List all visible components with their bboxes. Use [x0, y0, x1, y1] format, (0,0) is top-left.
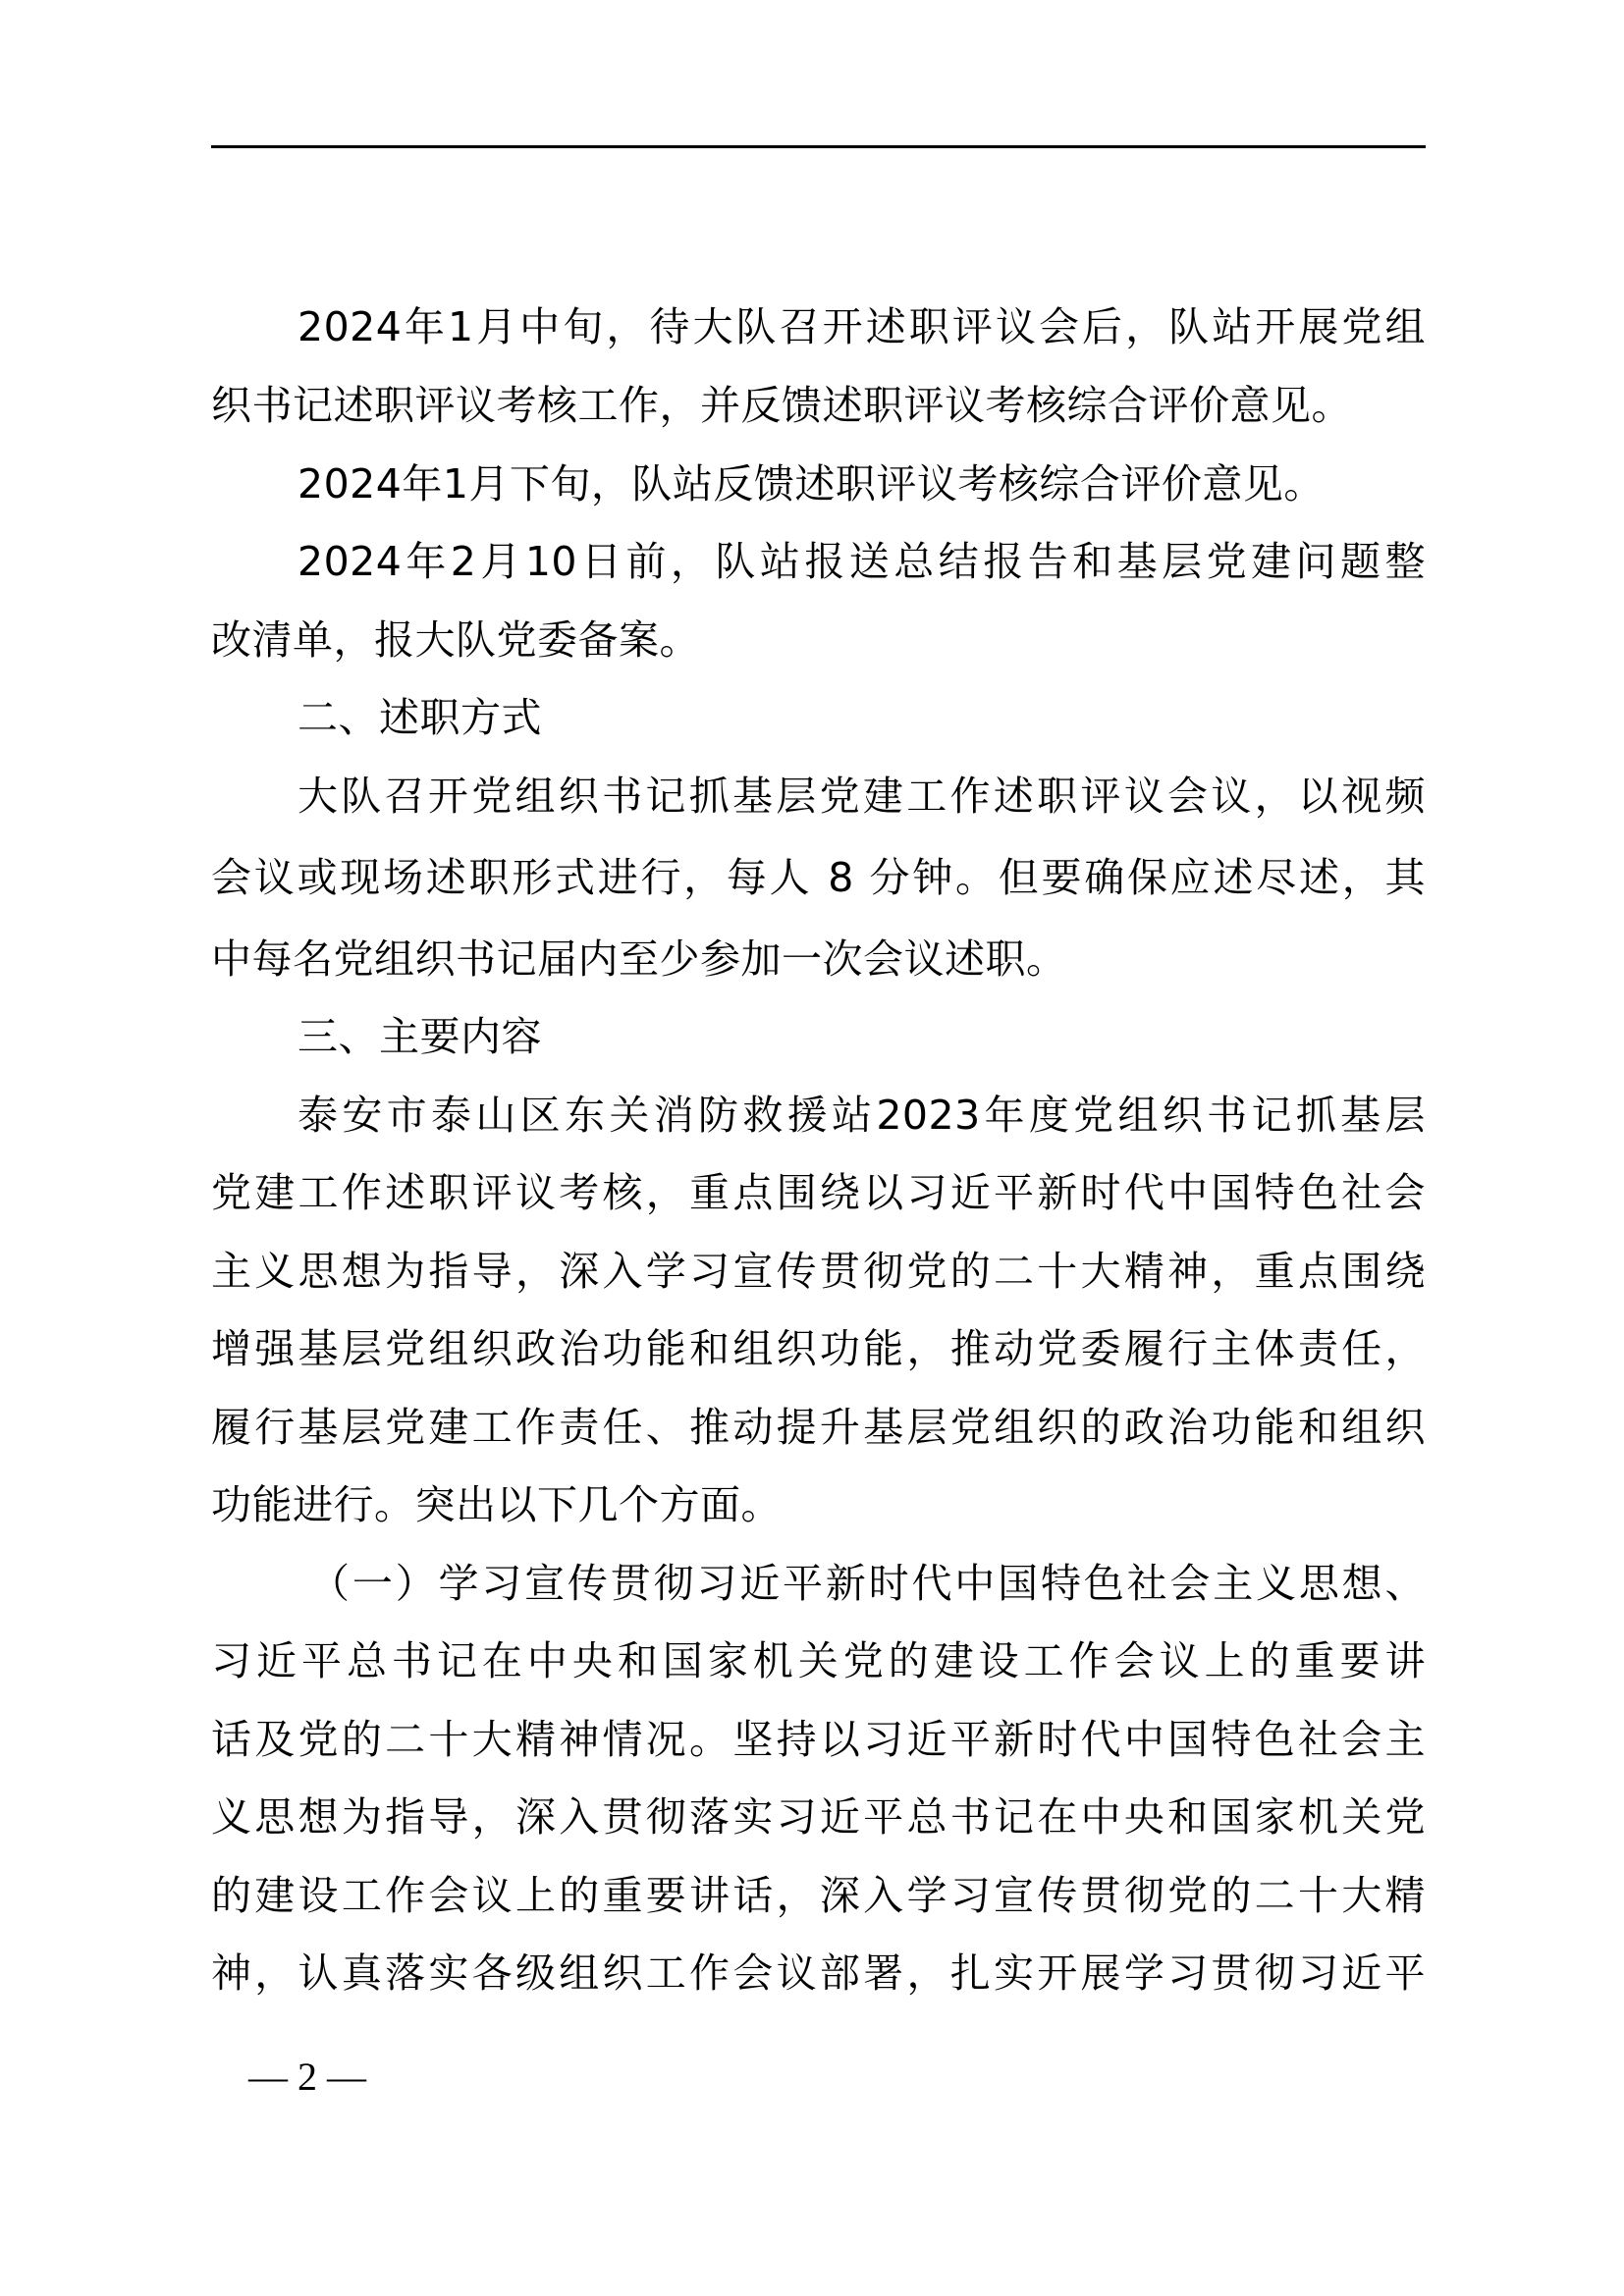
text-line: 中每名党组织书记届内至少参加一次会议述职。 [211, 935, 1067, 983]
text-line: 神，认真落实各级组织工作会议部署，扎实开展学习贯彻习近平 [211, 1949, 1426, 1997]
text-line: 会议或现场述职形式进行，每人 8 分钟。但要确保应述尽述，其 [211, 854, 1426, 901]
text-line: 三、主要内容 [298, 1013, 542, 1060]
text-line: 2024年1月中旬，待大队召开述职评议会后，队站开展党组 [298, 303, 1426, 350]
text-line: 2024年1月下旬，队站反馈述职评议考核综合评价意见。 [298, 460, 1325, 507]
text-line: 主义思想为指导，深入学习宣传贯彻党的二十大精神，重点围绕 [211, 1248, 1426, 1295]
page-number: — 2 — [248, 2055, 366, 2099]
text-line: 话及党的二十大精神情况。坚持以习近平新时代中国特色社会主 [211, 1716, 1426, 1763]
text-line: 织书记述职评议考核工作，并反馈述职评议考核综合评价意见。 [211, 382, 1352, 429]
text-line: 义思想为指导，深入贯彻落实习近平总书记在中央和国家机关党 [211, 1793, 1426, 1841]
text-line: 党建工作述职评议考核，重点围绕以习近平新时代中国特色社会 [211, 1169, 1426, 1216]
text-line: 习近平总书记在中央和国家机关党的建设工作会议上的重要讲 [211, 1637, 1426, 1684]
text-line: 泰安市泰山区东关消防救援站2023年度党组织书记抓基层 [298, 1092, 1426, 1139]
text-line: 大队召开党组织书记抓基层党建工作述职评议会议，以视频 [298, 773, 1426, 820]
text-line: 2024年2月10日前，队站报送总结报告和基层党建问题整 [298, 538, 1426, 585]
text-line: 改清单，报大队党委备案。 [211, 616, 700, 664]
text-line: 履行基层党建工作责任、推动提升基层党组织的政治功能和组织 [211, 1404, 1426, 1451]
text-line: 的建设工作会议上的重要讲话，深入学习宣传贯彻党的二十大精 [211, 1872, 1426, 1919]
text-line: 增强基层党组织政治功能和组织功能，推动党委履行主体责任， [211, 1325, 1426, 1372]
text-line: 功能进行。突出以下几个方面。 [211, 1481, 782, 1528]
text-line: 二、述职方式 [298, 694, 542, 741]
header-rule [211, 145, 1426, 148]
text-line: （一）学习宣传贯彻习近平新时代中国特色社会主义思想、 [309, 1560, 1426, 1607]
